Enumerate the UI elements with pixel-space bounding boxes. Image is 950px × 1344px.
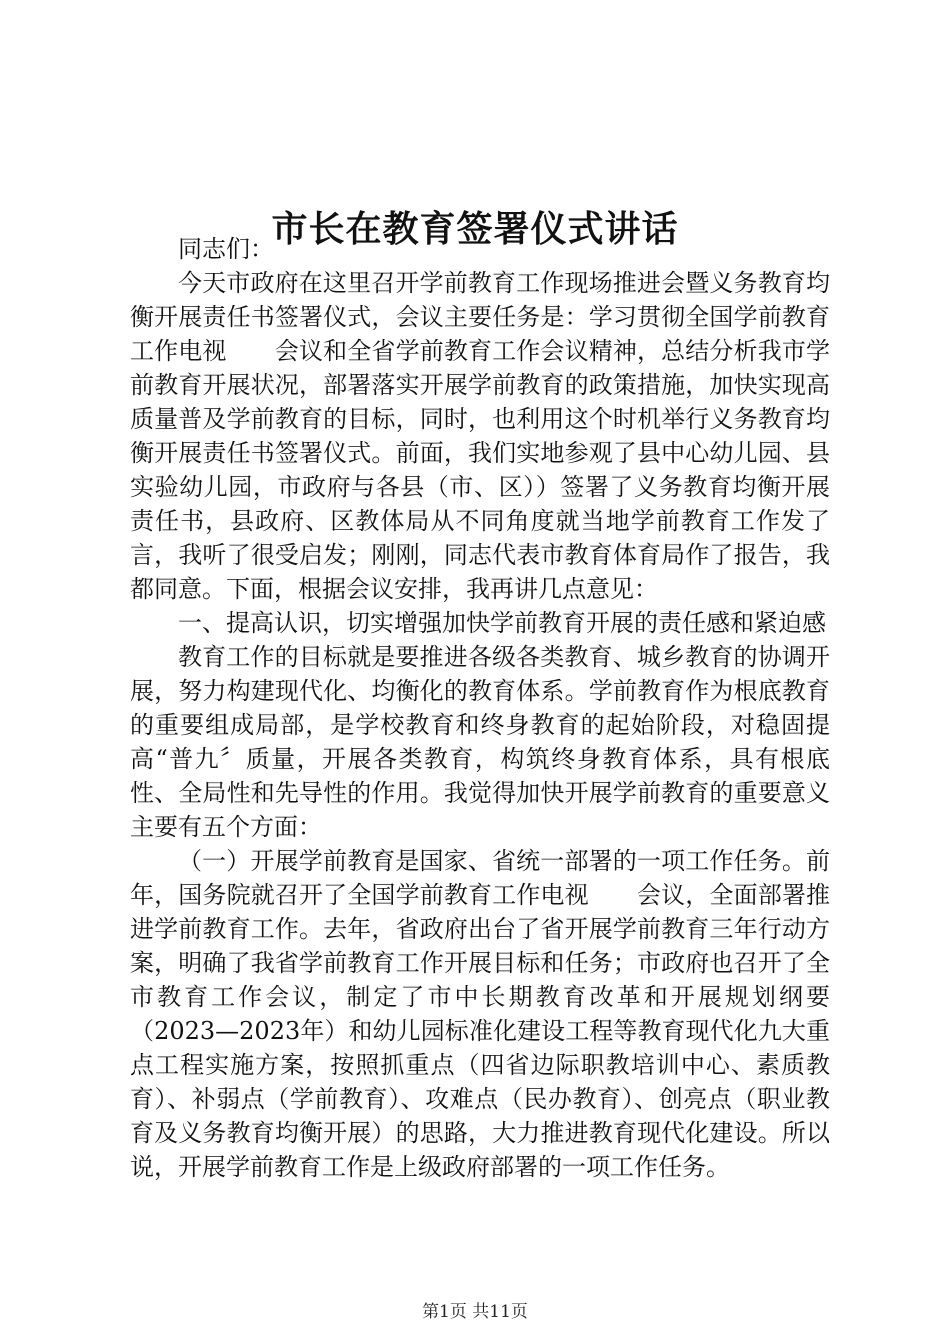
body-paragraph: 教育工作的目标就是要推进各级各类教育、城乡教育的协调开展，努力构建现代化、均衡化的教育体系。学前教育作为根底教育的重要组成局部，是学校教育和终身教育的起始阶段，对稳固提高“普九〞质量，开展各类教育，构筑终身教育体系，具有根底性、全局性和先导性的作用。我觉得加快开展学前教育的重要意义主要有五个方面： bbox=[130, 643, 830, 841]
salutation-paragraph: 同志们： bbox=[178, 235, 274, 263]
page-number-footer: 第1页 共11页 bbox=[422, 1302, 528, 1322]
body-paragraph: （一）开展学前教育是国家、省统一部署的一项工作任务。前年，国务院就召开了全国学前教育工作电视 会议，全面部署推进学前教育工作。去年，省政府出台了省开展学前教育三年行动方案，明确了我省学前教育工作开展目标和任务；市政府也召开了全市教育工作会议，制定了市中长期教育改革和开展规划纲要（2023—2023年）和幼儿园标准化建设工程等教育现代化九大重点工程实施方案，按照抓重点（四省边际职教培训中心、素质教育）、补弱点（学前教育）、攻难点（民办教育）、创亮点（职业教育及义务教育均衡开展）的思路，大力推进教育现代化建设。所以说，开展学前教育工作是上级政府部署的一项工作任务。 bbox=[130, 847, 830, 1181]
document-body bbox=[130, 232, 830, 1184]
document-title: 市长在教育签署仪式讲话 bbox=[271, 208, 679, 251]
section-heading: 一、提高认识，切实增强加快学前教育开展的责任感和紧迫感 bbox=[178, 609, 826, 637]
body-paragraph: 今天市政府在这里召开学前教育工作现场推进会暨义务教育均衡开展责任书签署仪式，会议主要任务是：学习贯彻全国学前教育工作电视 会议和全省学前教育工作会议精神，总结分析我市学前教育开展状况，部署落实开展学前教育的政策措施，加快实现高质量普及学前教育的目标，同时，也利用这个时机举行义务教育均衡开展责任书签署仪式。前面，我们实地参观了县中心幼儿园、县实验幼儿园，市政府与各县（市、区））签署了义务教育均衡开展责任书，县政府、区教体局从不同角度就当地学前教育工作发了言，我听了很受启发；刚刚，同志代表市教育体育局作了报告，我都同意。下面，根据会议安排，我再讲几点意见： bbox=[130, 269, 830, 603]
